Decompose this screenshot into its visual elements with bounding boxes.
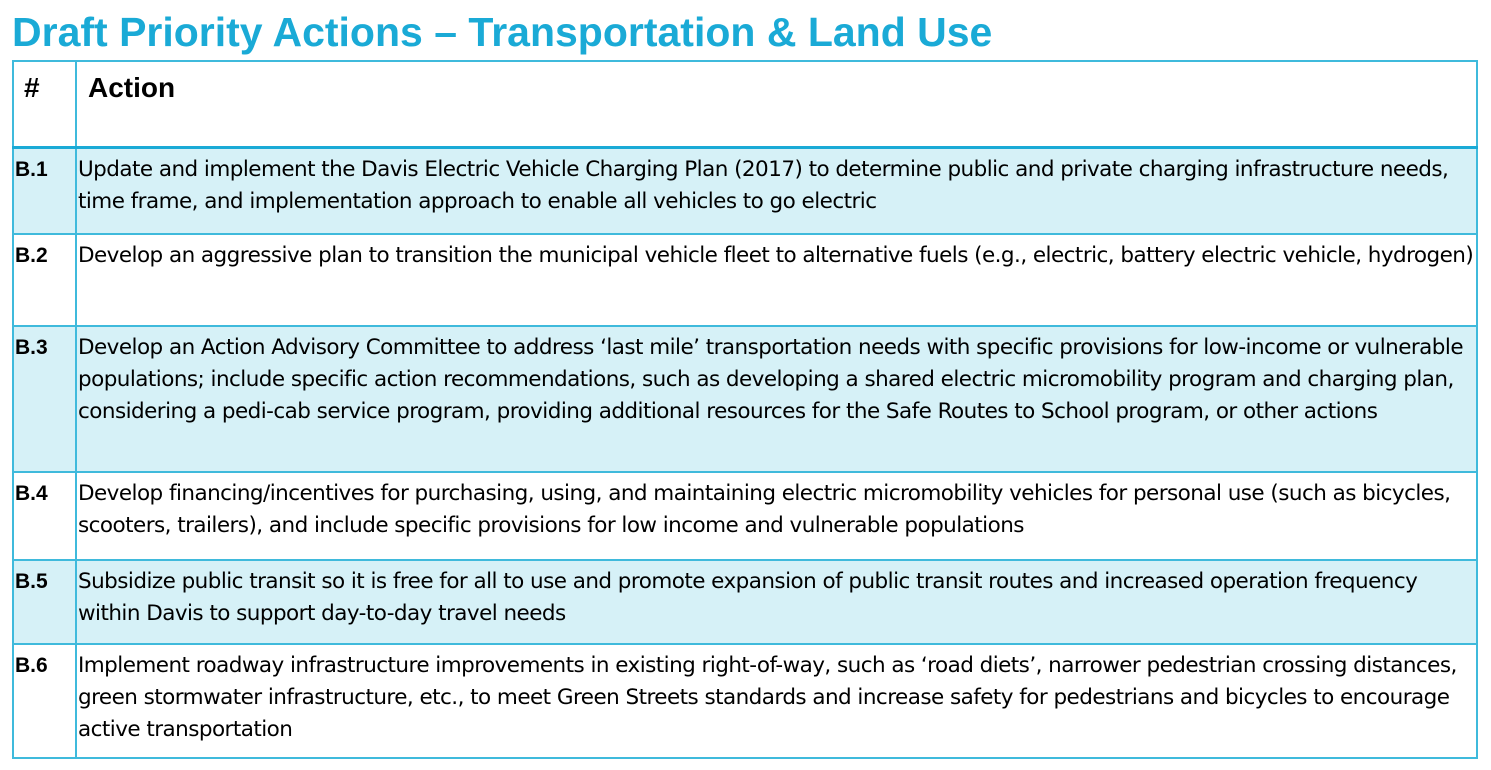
action-text: Develop financing/incentives for purchasing, using, and maintaining electric micromobility vehicles for personal use (such as bicycles, scooters, trailers), and include specific provisions for low income and vulnerable populations: [76, 472, 1477, 560]
table-row: [13, 472, 1477, 560]
page-title: Draft Priority Actions – Transportation & Land Use: [12, 9, 993, 55]
table-row: [13, 560, 1477, 644]
action-id: B.1: [13, 148, 76, 234]
column-header-number: #: [13, 61, 76, 148]
action-text: Update and implement the Davis Electric Vehicle Charging Plan (2017) to determine public and private charging infrastructure needs, time frame, and implementation approach to enable all vehicles to go electric: [76, 148, 1477, 234]
table-row: [13, 234, 1477, 326]
action-text: Develop an aggressive plan to transition the municipal vehicle fleet to alternative fuels (e.g., electric, battery electric vehicle, hydrogen): [76, 234, 1477, 326]
action-id: B.4: [13, 472, 76, 560]
action-text: Develop an Action Advisory Committee to address ‘last mile’ transportation needs with specific provisions for low-income or vulnerable populations; include specific action recommendations, such as developing a shared electric micromobility program and charging plan, considering a pedi-cab service program, providing additional resources for the Safe Routes to School program, or other actions: [76, 326, 1477, 472]
action-text: Implement roadway infrastructure improvements in existing right-of-way, such as ‘road diets’, narrower pedestrian crossing distances, green stormwater infrastructure, etc., to meet Green Streets standards and increase safety for pedestrians and bicycles to encourage active transportation: [76, 644, 1477, 758]
action-text: Subsidize public transit so it is free for all to use and promote expansion of public transit routes and increased operation frequency within Davis to support day-to-day travel needs: [76, 560, 1477, 644]
table-row: [13, 148, 1477, 234]
priority-actions-table: [12, 60, 1478, 759]
action-id: B.3: [13, 326, 76, 472]
action-id: B.6: [13, 644, 76, 758]
table-row: [13, 326, 1477, 472]
column-header-action: Action: [76, 61, 1477, 148]
action-id: B.2: [13, 234, 76, 326]
table-row: [13, 644, 1477, 758]
table-header-row: [13, 61, 1477, 148]
action-id: B.5: [13, 560, 76, 644]
